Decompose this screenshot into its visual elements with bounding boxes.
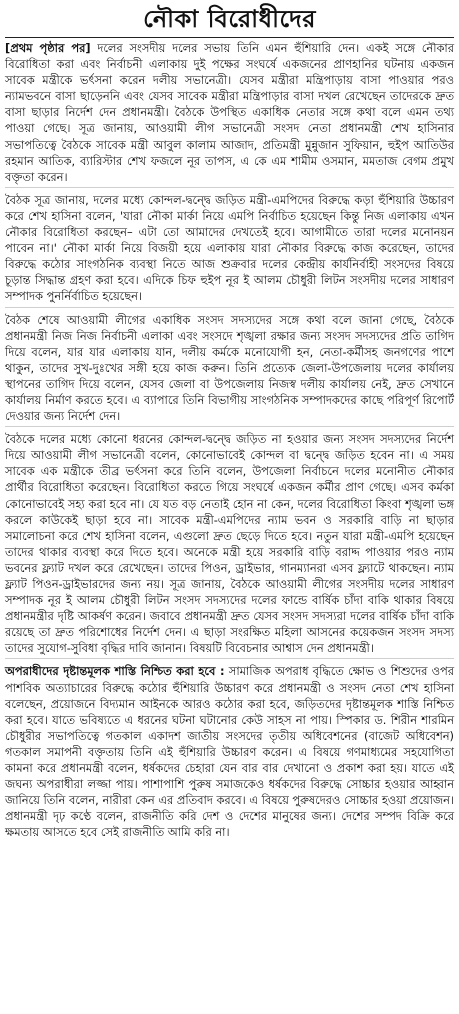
paragraph-divider (5, 658, 454, 659)
paragraph-divider (5, 307, 454, 308)
headline-rule (5, 37, 454, 38)
section-subheading: অপরাধীদের দৃষ্টান্তমূলক শাস্তি নিশ্চিত করা হবে : (5, 664, 225, 679)
continuation-marker: [প্রথম পৃষ্ঠার পর] (5, 41, 91, 55)
paragraph-5-text: সামাজিক অপরাধ বৃদ্ধিতে ক্ষোভ ও শিশুদের ওপর পাশবিক অত্যাচারের বিরুদ্ধে কঠোর হুঁশিয়ারি উচ্চারণ করে প্রধানমন্ত্রী ও সংসদ নেতা শেখ হাসিনা বলেছেন, প্রয়োজনে বিদ্যমান আইনকে আরও কঠোর করা হবে, জড়িতদের দৃষ্টান্তমূলক শাস্তি নিশ্চিত করা হবে। যাতে ভবিষ্যতে এ ধরনের ঘটনা ঘটানোর কেউ সাহস না পায়। স্পিকার ড. শিরীন শারমিন চৌধুরীর সভাপতিত্বে গতকাল একাদশ জাতীয় সংসদের তৃতীয় অধিবেশনের (বাজেট অধিবেশন) গতকাল সমাপনী বক্তৃতায় তিনি এই হুঁশিয়ারি উচ্চারণ করেন। এ বিষয়ে গণমাধ্যমের সহযোগিতা কামনা করে প্রধানমন্ত্রী বলেন, ধর্ষকদের চেহারা যেন বার বার দেখানো ও প্রকাশ করা হয়। যাতে এই জঘন্য অপরাধীরা লজ্জা পায়। পাশাপাশি পুরুষ সমাজকেও ধর্ষকদের বিরুদ্ধে সোচ্চার হওয়ার আহ্বান জানিয়ে তিনি বলেন, নারীরা কেন এর প্রতিবাদ করবে। এ বিষয়ে পুরুষদেরও সোচ্চার হওয়া প্রয়োজন। প্রধানমন্ত্রী দৃঢ় কণ্ঠে বলেন, রাজনীতি করি দেশ ও দেশের মানুষের জন্য। দেশের সম্পদ বিক্রি করে ক্ষমতায় আসতে হবে সেই রাজনীতি আমি করি না। (5, 664, 455, 840)
paragraph-3: বৈঠক শেষে আওয়ামী লীগের একাধিক সংসদ সদস্যদের সঙ্গে কথা বলে জানা গেছে, বৈঠকে প্রধানমন্ত্রী নিজ নিজ নির্বাচনী এলাকা এবং সংসদে শৃঙ্খলা রক্ষার জন্য সংসদ সদস্যদের প্রতি তাগিদ দিয়ে বলেন, যার যার এলাকায় যান, দলীয় কর্মকে মনোযোগী হন, নেতা-কর্মীসহ জনগণের পাশে থাকুন, তাদের সুখ-দুঃখের সঙ্গী হয়ে কাজ করুন। তিনি প্রত্যেক জেলা-উপজেলায় দলের কার্যালয় স্থাপনের তাগিদ দিয়ে বলেন, যেসব জেলা বা উপজেলায় নিজস্ব দলীয় কার্যালয় নেই, দ্রুত সেখানে কার্যালয় নির্মাণ করতে হবে। এ ব্যাপারে তিনি বিভাগীয় সাংগঠনিক সম্পাদকদের কাছে পরিপূর্ণ রিপোর্ট দেওয়ার জন্য নির্দেশ দেন। (5, 312, 454, 424)
paragraph-1-text: দলের সংসদীয় দলের সভায় তিনি এমন হুঁশিয়ারি দেন। একই সঙ্গে নৌকার বিরোধিতা করা এবং নির্বাচনী এলাকায় দুই পক্ষের সংঘর্ষে একজনের প্রাণহানির ঘটনায় একজন সাবেক মন্ত্রীকে ভর্ৎসনা করেন দলীয় সভানেত্রী। যেসব মন্ত্রীরা মন্ত্রিপাড়ায় বাসা পাওয়ার পরও ন্যামভবনে বাসা ছাড়েননি এবং যেসব সাবেক মন্ত্রীরা মন্ত্রিপাড়ার বাসা দখল রেখেছেন তাদেরকে দ্রুত বাসা ছাড়ার নির্দেশ দেন প্রধানমন্ত্রী। বৈঠকে উপস্থিত একাধিক নেতার সঙ্গে কথা বলে এমন তথ্য পাওয়া গেছে। সূত্র জানায়, আওয়ামী লীগ সভানেত্রী সংসদ নেতা প্রধানমন্ত্রী শেখ হাসিনার সভাপতিত্বে বৈঠকে সাবেক মন্ত্রী আবুল কালাম আজাদ, প্রতিমন্ত্রী মুন্নুজান সুফিয়ান, হুইপ আতিউর রহমান আতিক, ব্যারিস্টার শেখ ফজলে নূর তাপস, এ কে এম শামীম ওসমান, মমতাজ বেগম প্রমুখ বক্তৃতা করেন। (5, 41, 454, 184)
paragraph-divider (5, 426, 454, 427)
paragraph-divider (5, 187, 454, 188)
paragraph-5 (5, 663, 454, 840)
article-headline: নৌকা বিরোধীদের (143, 5, 316, 33)
paragraph-2: বৈঠক সূত্র জানায়, দলের মধ্যে কোন্দল-দ্বন্দ্বে জড়িত মন্ত্রী-এমপিদের বিরুদ্ধে কড়া হুঁশিয়ারি উচ্চারণ করে শেখ হাসিনা বলেন, 'যারা নৌকা মার্কা নিয়ে এমপি নির্বাচিত হয়েছেন কিন্তু নিজ এলাকায় এখন নৌকার বিরোধিতা করছেন– এটা তো আমাদের দেখতেই হবে। আগামীতে তারা দলের মনোনয়ন পাবেন না।' নৌকা মার্কা নিয়ে বিজয়ী হয়ে এলাকায় যারা নৌকার বিরুদ্ধে কাজ করেছেন, তাদের বিরুদ্ধে কঠোর সাংগঠনিক ব্যবস্থা নিতে আজ শুক্রবার দলের কেন্দ্রীয় কার্যনির্বাহী সংসদের বিষয়ে চূড়ান্ত সিদ্ধান্ত গ্রহণ করা হবে। এদিকে চিফ হুইপ নূর ই আলম চৌধুরী লিটন সংসদীয় দলের সাধারণ সম্পাদক পুনর্নির্বাচিত হয়েছেন। (5, 192, 454, 304)
paragraph-1 (5, 40, 454, 185)
paragraph-4: বৈঠকে দলের মধ্যে কোনো ধরনের কোন্দল-দ্বন্দ্বে জড়িত না হওয়ার জন্য সংসদ সদস্যদের নির্দেশ দিয়ে আওয়ামী লীগ সভানেত্রী বলেন, কোনোভাবেই কোন্দল বা দ্বন্দ্বে জড়িত হবেন না। এ সময় সাবেক এক মন্ত্রীকে তীব্র ভর্ৎসনা করে তিনি বলেন, উপজেলা নির্বাচনে দলের মনোনীত নৌকার প্রার্থীর বিরোধিতা করেছেন। বিরোধিতা করতে গিয়ে সংঘর্ষে একজন কর্মীর প্রাণ গেছে। এসব কর্মকা কোনোভাবেই সহ্য করা হবে না। যে যত বড় নেতাই হোন না কেন, দলের বিরোধিতা কিংবা শৃঙ্খলা ভঙ্গ করলে কাউকেই ছাড়া হবে না। সাবেক মন্ত্রী-এমপিদের ন্যাম ভবন ও সরকারি বাড়ি না ছাড়ার সমালোচনা করে শেখ হাসিনা বলেন, এগুলো দ্রুত ছেড়ে দিতে হবে। নতুন যারা মন্ত্রী-এমপি হয়েছেন তাদের থাকার ব্যবস্থা করে দিতে হবে। অনেকে মন্ত্রী হয়ে সরকারি বাড়ি বরাদ্দ পাওয়ার পরও ন্যাম ভবনের ফ্ল্যাট দখল করে রেখেছেন। তাদের পিওন, ড্রাইভার, গানম্যানরা এসব ফ্ল্যাটে থাকছেন। ন্যাম ফ্ল্যাট পিওন-ড্রাইভারদের জন্য নয়। সূত্র জানায়, বৈঠকে আওয়ামী লীগের সংসদীয় দলের সাধারণ সম্পাদক নূর ই আলম চৌধুরী লিটন সংসদ সদস্যদের দলের ফান্ডে বার্ষিক চাঁদা বাকি থাকার বিষয়ে প্রধানমন্ত্রীর দৃষ্টি আকর্ষণ করেন। জবাবে প্রধানমন্ত্রী দ্রুত যেসব সংসদ সদস্যরা দলের বার্ষিক চাঁদা বাকি রয়েছে তা দ্রুত পরিশোধের নির্দেশ দেন। এ ছাড়া সংরক্ষিত মহিলা আসনের কয়েকজন সংসদ সদস্য তাদের সুযোগ-সুবিধা বৃদ্ধির দাবি জানান। বিষয়টি বিবেচনার আশ্বাস দেন প্রধানমন্ত্রী। (5, 432, 454, 656)
